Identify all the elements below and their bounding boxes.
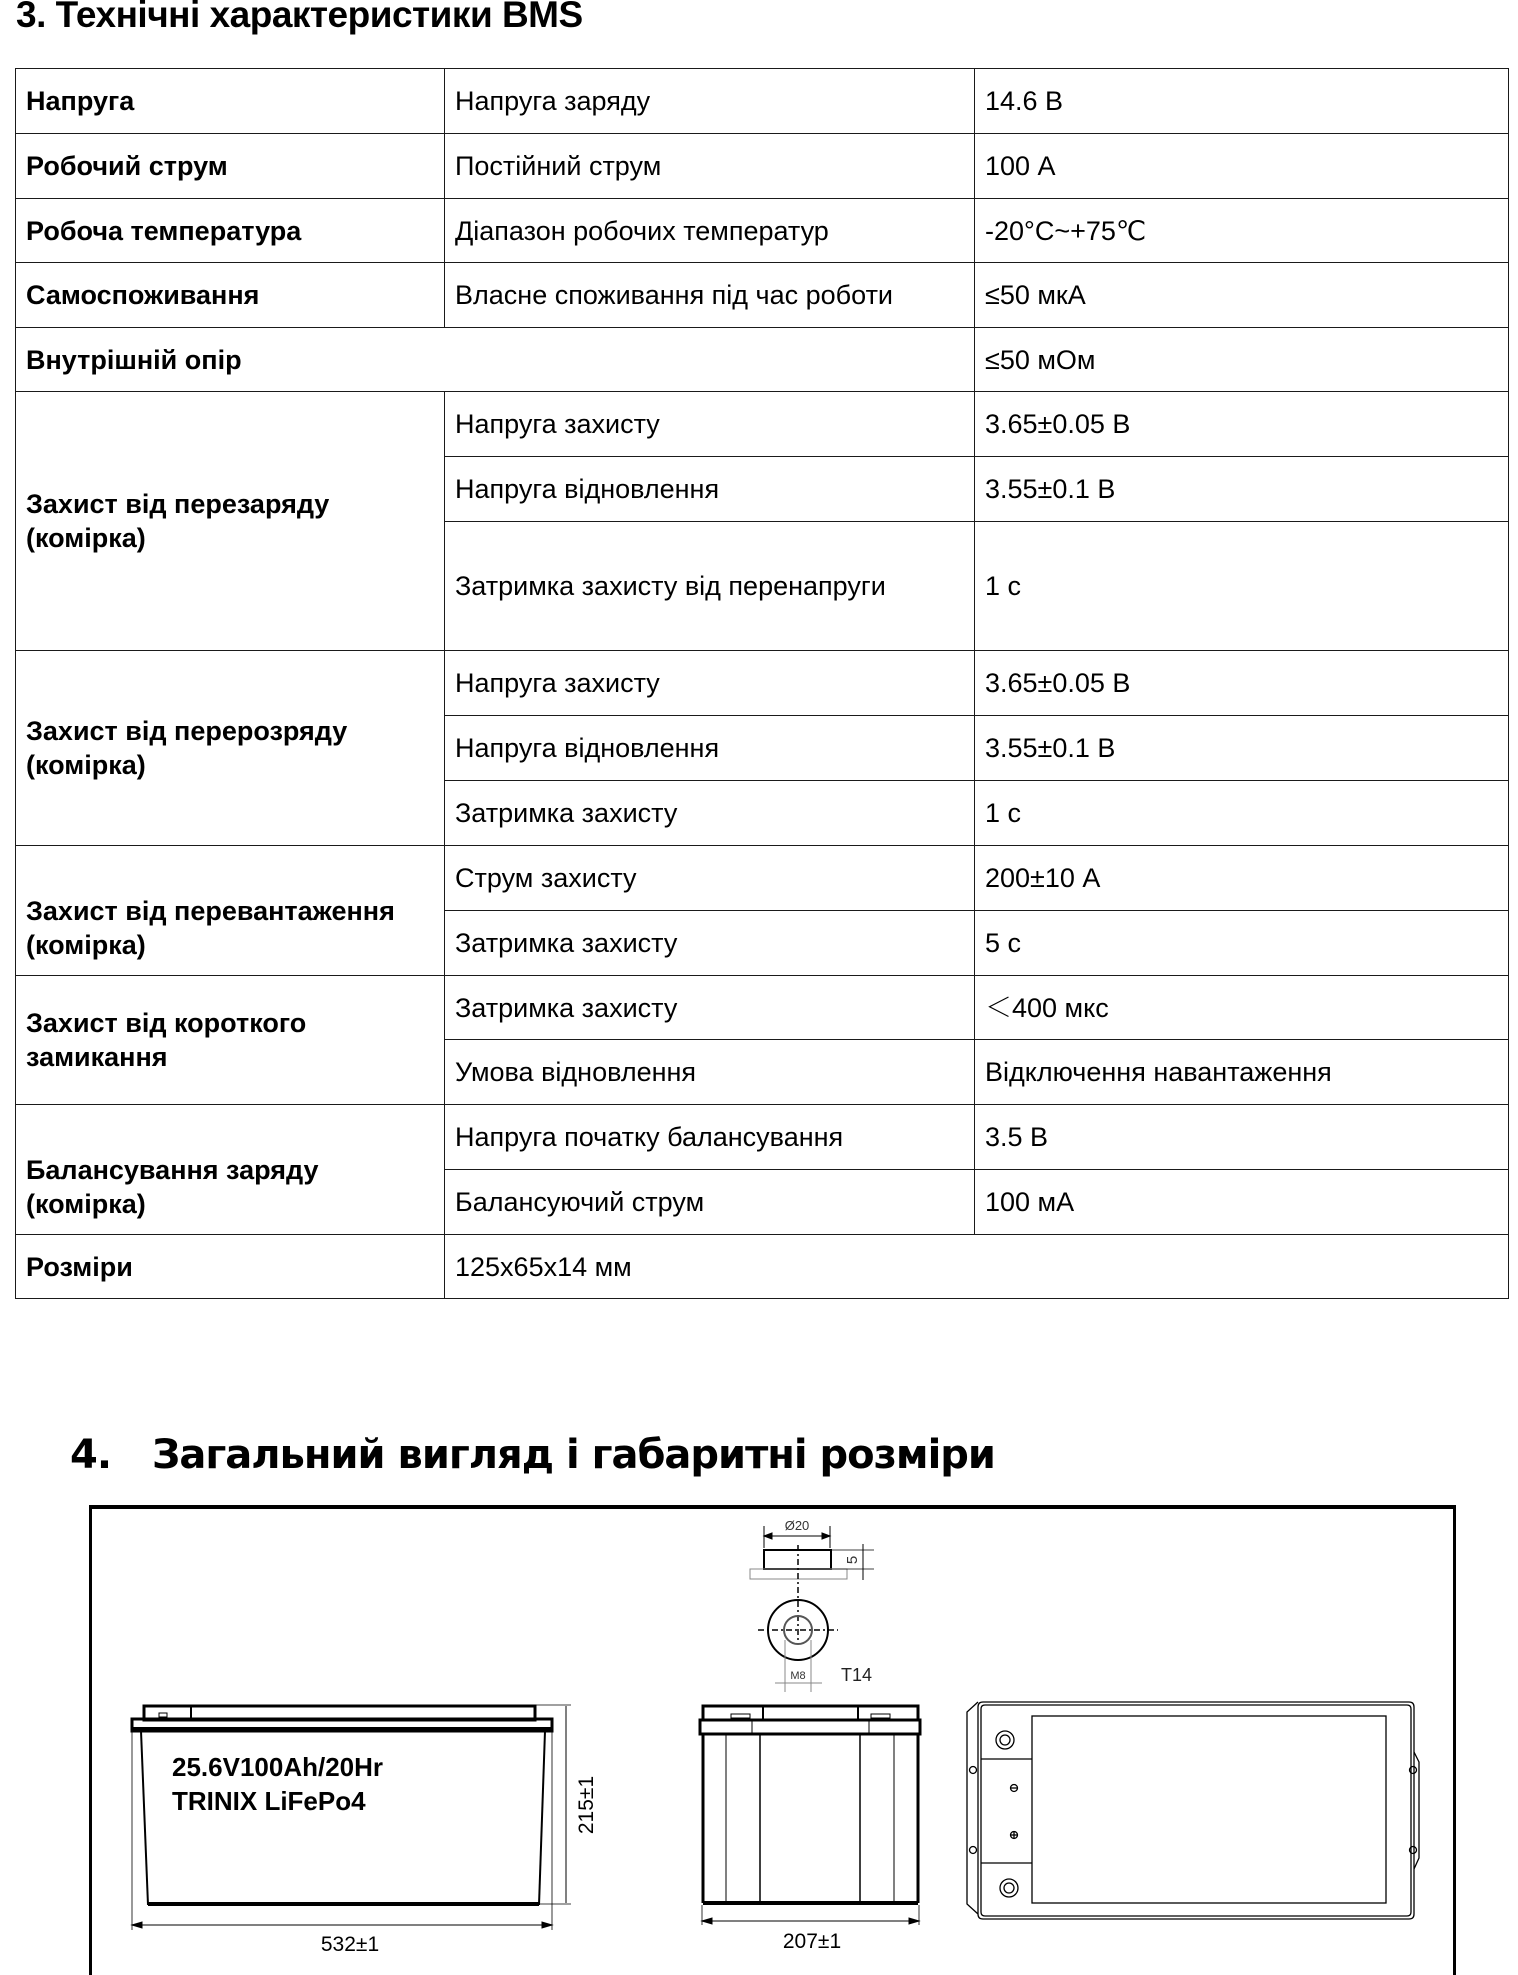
param-value: 100 А <box>975 134 1509 199</box>
param-value: 3.55±0.1 В <box>975 457 1509 522</box>
battery-label-brand: TRINIX LiFePo4 <box>172 1786 366 1816</box>
param-label: Внутрішній опір <box>16 328 975 392</box>
param-value: 100 мА <box>975 1170 1509 1235</box>
terminal-diameter-label: Ø20 <box>784 1518 810 1533</box>
section-number: 4. <box>70 1432 112 1478</box>
height-dimension-label: 215±1 <box>575 1775 598 1835</box>
terminal-type-label: T14 <box>841 1665 873 1685</box>
length-dimension-label: 532±1 <box>320 1933 380 1956</box>
param-sub: Власне споживання під час роботи <box>445 263 975 328</box>
param-sub: Струм захисту <box>445 846 975 911</box>
param-label: Самоспоживання <box>16 263 445 328</box>
param-value: 5 с <box>975 911 1509 976</box>
param-label: Робоча температура <box>16 199 445 263</box>
param-label: Робочий струм <box>16 134 445 199</box>
param-sub: Напруга захисту <box>445 392 975 457</box>
param-sub: Напруга заряду <box>445 69 975 134</box>
param-value: Відключення навантаження <box>975 1040 1509 1105</box>
param-sub: Напруга відновлення <box>445 457 975 522</box>
param-value: 3.65±0.05 В <box>975 651 1509 716</box>
param-sub: Затримка захисту <box>445 976 975 1040</box>
terminal-height-label: 5 <box>844 1555 861 1565</box>
param-value: 1 с <box>975 781 1509 846</box>
section-3-title: 3. Технічні характеристики BMS <box>16 0 583 35</box>
param-label: Розміри <box>16 1235 445 1299</box>
param-sub: Постійний струм <box>445 134 975 199</box>
param-value: 1 с <box>975 522 1509 651</box>
param-sub: Затримка захисту <box>445 781 975 846</box>
param-value: 3.65±0.05 В <box>975 392 1509 457</box>
param-sub: Затримка захисту <box>445 911 975 976</box>
param-label: Захист від перевантаження (комірка) <box>16 846 445 976</box>
battery-top-view <box>967 1702 1419 1919</box>
param-sub: Напруга захисту <box>445 651 975 716</box>
param-sub: Напруга початку балансування <box>445 1105 975 1170</box>
param-value: ＜400 мкс <box>975 976 1509 1040</box>
param-value: 3.5 В <box>975 1105 1509 1170</box>
param-sub: Діапазон робочих температур <box>445 199 975 263</box>
param-sub: Умова відновлення <box>445 1040 975 1105</box>
terminal-thread-label: M8 <box>790 1670 806 1682</box>
param-value: ≤50 мкА <box>975 263 1509 328</box>
battery-front-view <box>132 1705 571 1930</box>
param-sub: Напруга відновлення <box>445 716 975 781</box>
param-label: Захист від короткого замикання <box>16 976 445 1105</box>
param-sub: Балансуючий струм <box>445 1170 975 1235</box>
param-value: 200±10 А <box>975 846 1509 911</box>
param-value: 14.6 В <box>975 69 1509 134</box>
battery-side-view <box>700 1706 920 1925</box>
width-dimension-label: 207±1 <box>782 1930 842 1953</box>
section-title-text: Загальний вигляд і габаритні розміри <box>152 1432 995 1478</box>
param-value: 3.55±0.1 В <box>975 716 1509 781</box>
param-value: 125x65x14 мм <box>445 1235 1509 1299</box>
param-sub: Затримка захисту від перенапруги <box>445 522 975 651</box>
param-label: Напруга <box>16 69 445 134</box>
battery-label-voltage-capacity: 25.6V100Ah/20Hr <box>172 1752 384 1782</box>
param-label: Балансування заряду (комірка) <box>16 1105 445 1235</box>
param-label: Захист від перерозряду (комірка) <box>16 651 445 846</box>
param-value: -20°C~+75℃ <box>975 199 1509 263</box>
param-label: Захист від перезаряду (комірка) <box>16 392 445 651</box>
param-value: ≤50 мОм <box>975 328 1509 392</box>
